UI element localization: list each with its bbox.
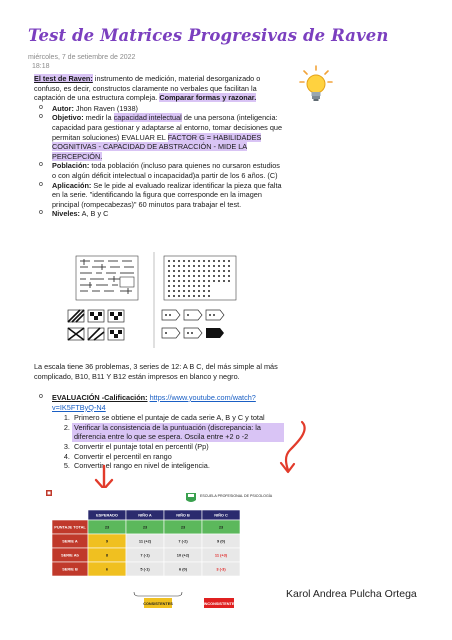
raven-matrices-illustration <box>62 252 310 352</box>
inconsistent-label: INCONSISTENTE <box>203 602 235 606</box>
matrix-dot <box>168 290 170 292</box>
table-value: SERIE A <box>62 538 78 544</box>
matrix-dot <box>178 260 180 262</box>
evaluation-section <box>34 392 284 471</box>
step-item-2: 2. Verificar la consistencia de la puntuación (discrepancia: la diferencia entre lo que se espera. Oscila entre +2 o -2 <box>72 423 284 442</box>
matrix-dot <box>223 280 225 282</box>
matrix-dot <box>173 270 175 272</box>
matrix-dot <box>193 285 195 287</box>
table-value: 11 (+3) <box>214 552 228 558</box>
step-item-3: 3. Convertir el puntaje total en percentil (Pp) <box>72 442 284 452</box>
matrix-dot <box>178 285 180 287</box>
matrix-dot <box>183 275 185 277</box>
matrix-dot <box>188 275 190 277</box>
objetivo-label: Objetivo: <box>52 113 84 123</box>
table-value: 9 (0) <box>217 538 225 544</box>
matrix-dot <box>168 270 170 272</box>
aplicacion-label: Aplicación: <box>52 180 92 190</box>
matrix-dot <box>213 280 215 282</box>
matrix-dot <box>178 275 180 277</box>
matrix-dot <box>223 275 225 277</box>
matrix-dot <box>208 265 210 267</box>
evaluation-label: EVALUACIÓN -Calificación: <box>52 393 148 402</box>
note-date: miércoles, 7 de setiembre de 2022 <box>28 54 136 61</box>
matrix-dot <box>203 260 205 262</box>
matrix-dot <box>218 275 220 277</box>
matrix-dot <box>218 280 220 282</box>
matrix-dot <box>198 290 200 292</box>
matrix-dot <box>188 280 190 282</box>
list-item-poblacion <box>34 161 284 180</box>
matrix-dot <box>168 285 170 287</box>
table-value: 8 <box>105 552 109 558</box>
table-grid <box>52 510 240 576</box>
matrix-dot <box>208 275 210 277</box>
matrix-dot <box>173 280 175 282</box>
intro-text: instrumento de medición, material desorganizado o confuso, es decir, constructos claramente no verbales que facilitan la captación de una estructura compleja. <box>34 74 261 103</box>
matrix-dot <box>173 260 175 262</box>
intro-highlight: Comparar formas y razonar. <box>159 93 257 103</box>
table-header-cell: ESPERADO <box>96 512 118 518</box>
matrix-dot <box>188 265 190 267</box>
table-cell <box>52 510 88 520</box>
matrix-dot <box>193 295 195 297</box>
matrix-dot <box>223 260 225 262</box>
niveles-value: A, B y C <box>80 209 109 219</box>
matrix-dot <box>208 295 210 297</box>
matrix-left-image <box>68 256 138 340</box>
matrix-dot <box>228 275 230 277</box>
matrix-dot <box>193 265 195 267</box>
table-value: 7 (-1) <box>140 552 150 558</box>
matrix-dot <box>183 285 185 287</box>
school-logo <box>186 493 196 502</box>
matrix-dot <box>203 270 205 272</box>
matrix-dot <box>178 295 180 297</box>
matrix-dot <box>173 290 175 292</box>
matrix-dot <box>203 295 205 297</box>
curved-arrow-icon <box>272 420 312 476</box>
matrix-dot <box>188 290 190 292</box>
table-value: 3 (-3) <box>216 566 226 572</box>
matrix-dot <box>228 260 230 262</box>
step-item-4: 4. Convertir el percentil en rango <box>72 452 284 462</box>
table-value: 23 <box>104 524 110 530</box>
aplicacion-value: Se le pide al evaluado realizar identificar la pieza que falta en la serie. "identificando la figura que corresponde en la imagen principal (rompecabezas)" 60 minutos para trabajar el test. <box>52 180 282 209</box>
matrix-dot <box>198 260 200 262</box>
author-name: Karol Andrea Pulcha Ortega <box>286 588 417 600</box>
table-header-cell: NIÑO B <box>176 512 190 518</box>
matrix-dot <box>168 295 170 297</box>
consistent-label: CONSISTENTES <box>143 602 173 606</box>
university-logo <box>46 490 52 496</box>
school-name: ESCUELA PROFESIONAL DE PSICOLOGÍA <box>200 494 273 498</box>
matrix-dot <box>193 290 195 292</box>
list-item-autor <box>34 104 284 114</box>
matrix-dot <box>168 260 170 262</box>
matrix-dot <box>218 270 220 272</box>
matrix-dot <box>203 280 205 282</box>
matrix-dot <box>223 270 225 272</box>
matrix-dot <box>203 290 205 292</box>
matrix-dot <box>173 295 175 297</box>
niveles-label: Niveles: <box>52 209 80 219</box>
matrix-dot <box>168 280 170 282</box>
table-value: 9 <box>105 538 109 544</box>
lightbulb-icon <box>298 64 334 108</box>
matrix-dot <box>173 285 175 287</box>
step-item-1: 1. Primero se obtiene el puntaje de cada serie A, B y C y total <box>72 413 284 423</box>
table-header-cell: NIÑO A <box>138 512 152 518</box>
matrix-dot <box>188 295 190 297</box>
objetivo-text-a: medir la <box>83 113 114 123</box>
matrix-dot <box>193 270 195 272</box>
scale-description: La escala tiene 36 problemas, 3 series de 12: A B C, del más simple al más complicado, B10, B11 Y B12 están impresos en blanco y negro. <box>34 362 278 381</box>
matrix-dot <box>213 265 215 267</box>
list-item-niveles <box>34 209 284 219</box>
matrix-dot <box>193 260 195 262</box>
matrix-dot <box>168 265 170 267</box>
step-item-5: 5. Convertir el rango en nivel de inteligencia. <box>72 461 284 471</box>
steps-list <box>72 413 284 471</box>
note-time: 18:18 <box>32 63 50 70</box>
matrix-right-image <box>162 256 236 338</box>
matrix-dot <box>178 290 180 292</box>
table-value: SERIE B <box>62 566 78 572</box>
matrix-dot <box>208 285 210 287</box>
matrix-dot <box>223 265 225 267</box>
table-value: 5 (-1) <box>140 566 150 572</box>
objetivo-factor: FACTOR G = HABILIDADES COGNITIVAS - CAPACIDAD DE ABSTRACCIÓN - MIDE LA PERCEPCIÓN. <box>52 132 262 161</box>
matrix-dot <box>198 270 200 272</box>
list-item-aplicacion <box>34 181 284 210</box>
matrix-dot <box>213 260 215 262</box>
matrix-dot <box>228 280 230 282</box>
table-value: 23 <box>142 524 148 530</box>
intro-paragraph <box>34 74 284 103</box>
matrix-dot <box>178 265 180 267</box>
poblacion-label: Población: <box>52 161 90 171</box>
matrix-dot <box>168 275 170 277</box>
details-list <box>34 104 284 219</box>
matrix-dot <box>203 275 205 277</box>
poblacion-value: toda población (incluso para quienes no cursaron estudios o con algún déficit intelectual o incapacidad)a partir de los 6 años. (C) <box>52 161 280 180</box>
matrix-dot <box>193 275 195 277</box>
matrix-dot <box>208 290 210 292</box>
intro-section <box>34 74 284 219</box>
table-value: 10 (+2) <box>176 552 190 558</box>
list-item-objetivo <box>34 113 284 161</box>
matrix-dot <box>218 265 220 267</box>
matrix-dot <box>173 265 175 267</box>
matrix-dot <box>173 275 175 277</box>
page-title: Test de Matrices Progresivas de Raven <box>28 26 389 45</box>
table-value: 6 (0) <box>179 566 187 572</box>
matrix-dot <box>218 260 220 262</box>
matrix-dot <box>198 295 200 297</box>
matrix-dot <box>183 270 185 272</box>
autor-label: Autor: <box>52 103 74 113</box>
evaluation-item <box>34 393 284 412</box>
table-value: 23 <box>218 524 224 530</box>
matrix-dot <box>198 285 200 287</box>
matrix-dot <box>203 285 205 287</box>
matrix-dot <box>188 270 190 272</box>
scores-table <box>44 488 273 610</box>
matrix-dot <box>193 280 195 282</box>
matrix-dot <box>208 280 210 282</box>
matrix-dot <box>228 265 230 267</box>
matrix-dot <box>183 265 185 267</box>
table-value: SERIE Ab <box>61 552 79 558</box>
autor-value: Jhon Raven (1938) <box>73 103 138 113</box>
table-value: 6 <box>105 566 109 572</box>
matrix-dot <box>208 270 210 272</box>
evaluation-link[interactable]: https://www.youtube.com/watch?v=IK5FTByQ-N4 <box>52 393 256 412</box>
matrix-dot <box>208 260 210 262</box>
intro-term: El test de Raven: <box>34 74 93 83</box>
matrix-dot <box>188 260 190 262</box>
matrix-dot <box>203 265 205 267</box>
table-header-cell: NIÑO C <box>214 512 228 518</box>
matrix-dot <box>228 270 230 272</box>
table-value: PUNTAJE TOTAL <box>54 524 86 530</box>
table-value: 11 (+2) <box>138 538 152 544</box>
objetivo-highlight: capacidad intelectual <box>113 113 182 123</box>
matrix-dot <box>198 280 200 282</box>
matrix-dot <box>213 270 215 272</box>
evaluation-list <box>34 393 284 412</box>
matrix-dot <box>183 295 185 297</box>
matrix-dot <box>178 280 180 282</box>
table-value: 7 (-2) <box>178 538 188 544</box>
matrix-dot <box>183 260 185 262</box>
matrix-dot <box>188 285 190 287</box>
matrix-dot <box>198 275 200 277</box>
matrix-dot <box>213 275 215 277</box>
table-value: 23 <box>180 524 186 530</box>
objetivo-text-b: de una persona (inteligencia: capacidad para gestionar y adaptarse al entorno, tomar decisiones que permitan soluciones) EVALUAR EL <box>52 113 282 142</box>
matrix-dot <box>183 280 185 282</box>
matrix-dot <box>178 270 180 272</box>
matrix-dot <box>183 290 185 292</box>
matrix-dot <box>198 265 200 267</box>
